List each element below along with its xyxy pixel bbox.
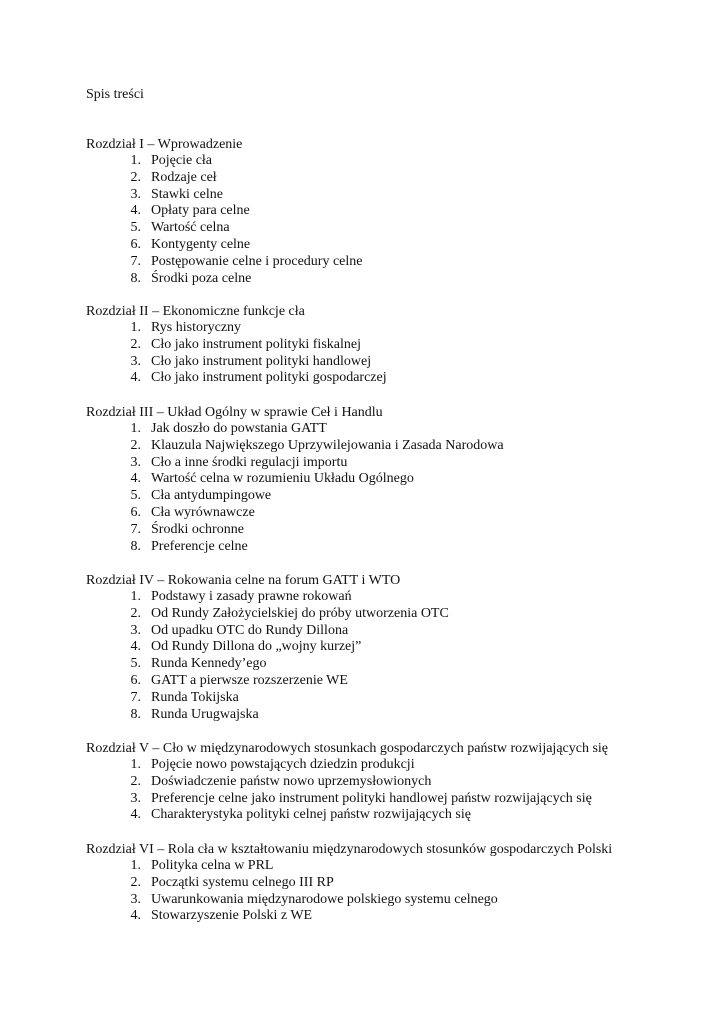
item-number: 2.	[130, 605, 141, 621]
list-item	[86, 187, 706, 204]
item-text: Klauzula Największego Uprzywilejowania i Zasada Narodowa	[151, 437, 504, 453]
chapter-item-list	[86, 757, 706, 824]
item-text: Pojęcie cła	[151, 153, 213, 168]
chapter-heading: Rozdział II – Ekonomiczne funkcje cła	[86, 304, 305, 319]
item-number: 6.	[130, 236, 141, 252]
item-text: Kontygenty celne	[151, 236, 251, 252]
list-item	[86, 757, 706, 774]
list-item	[86, 320, 706, 337]
item-text: Cła wyrównawcze	[151, 504, 255, 520]
item-number: 3.	[130, 454, 141, 470]
list-item	[86, 170, 706, 187]
page-title: Spis treści	[86, 87, 144, 102]
chapter-section	[86, 841, 706, 925]
item-number: 1.	[130, 589, 141, 604]
list-item	[86, 220, 706, 237]
list-item	[86, 271, 706, 288]
list-item	[86, 656, 706, 673]
list-item	[86, 237, 706, 254]
list-item	[86, 892, 706, 909]
item-text: GATT a pierwsze rozszerzenie WE	[151, 672, 348, 688]
list-item	[86, 438, 706, 455]
item-number: 4.	[130, 639, 141, 655]
item-text: Od Rundy Założycielskiej do próby utworzenia OTC	[151, 605, 449, 621]
item-number: 5.	[130, 488, 141, 504]
item-number: 3.	[130, 186, 141, 202]
item-number: 2.	[130, 874, 141, 890]
chapter-item-list	[86, 858, 706, 925]
list-item	[86, 421, 706, 438]
list-item	[86, 774, 706, 791]
item-text: Początki systemu celnego III RP	[151, 874, 334, 890]
list-item	[86, 455, 706, 472]
item-text: Preferencje celne	[151, 538, 248, 554]
item-text: Uwarunkowania międzynarodowe polskiego systemu celnego	[151, 891, 498, 907]
item-text: Opłaty para celne	[151, 203, 250, 219]
item-number: 2.	[130, 336, 141, 352]
item-text: Rys historyczny	[151, 320, 242, 335]
item-text: Cło jako instrument polityki handlowej	[151, 353, 372, 369]
list-item	[86, 589, 706, 606]
item-number: 3.	[130, 790, 141, 806]
item-number: 8.	[130, 538, 141, 554]
item-text: Polityka celna w PRL	[151, 858, 274, 873]
item-number: 8.	[130, 706, 141, 722]
chapter-heading: Rozdział III – Układ Ogólny w sprawie Ceł i Handlu	[86, 405, 383, 420]
list-item	[86, 639, 706, 656]
item-text: Pojęcie nowo powstających dziedzin produkcji	[151, 757, 415, 772]
chapter-section	[86, 136, 706, 287]
list-item	[86, 153, 706, 170]
list-item	[86, 203, 706, 220]
item-number: 5.	[130, 220, 141, 236]
item-text: Stawki celne	[151, 186, 223, 202]
list-item	[86, 488, 706, 505]
list-item	[86, 807, 706, 824]
item-text: Wartość celna w rozumieniu Układu Ogólnego	[151, 471, 414, 487]
item-text: Stowarzyszenie Polski z WE	[151, 908, 313, 924]
item-number: 2.	[130, 773, 141, 789]
item-number: 1.	[130, 320, 141, 335]
chapter-section	[86, 303, 706, 387]
item-text: Od Rundy Dillona do „wojny kurzej”	[151, 639, 362, 655]
list-item	[86, 539, 706, 556]
item-number: 7.	[130, 689, 141, 705]
chapter-heading: Rozdział I – Wprowadzenie	[86, 137, 243, 152]
item-text: Rodzaje ceł	[151, 169, 217, 185]
chapter-section	[86, 404, 706, 555]
list-item	[86, 471, 706, 488]
list-item	[86, 337, 706, 354]
item-number: 6.	[130, 672, 141, 688]
item-text: Postępowanie celne i procedury celne	[151, 253, 363, 269]
item-text: Cła antydumpingowe	[151, 488, 272, 504]
list-item	[86, 623, 706, 640]
item-text: Jak doszło do powstania GATT	[151, 421, 327, 436]
list-item	[86, 858, 706, 875]
chapter-item-list	[86, 589, 706, 723]
item-number: 4.	[130, 471, 141, 487]
item-number: 5.	[130, 656, 141, 672]
list-item	[86, 606, 706, 623]
item-number: 3.	[130, 353, 141, 369]
item-text: Runda Kennedy’ego	[151, 656, 267, 672]
list-item	[86, 522, 706, 539]
item-number: 2.	[130, 437, 141, 453]
item-number: 1.	[130, 421, 141, 436]
list-item	[86, 370, 706, 387]
chapter-section	[86, 740, 706, 824]
list-item	[86, 690, 706, 707]
chapter-item-list	[86, 421, 706, 555]
list-item	[86, 707, 706, 724]
item-text: Cło jako instrument polityki gospodarczej	[151, 370, 387, 386]
item-text: Charakterystyka polityki celnej państw rozwijających się	[151, 807, 471, 823]
item-text: Runda Urugwajska	[151, 706, 259, 722]
item-text: Środki ochronne	[151, 521, 244, 537]
item-number: 1.	[130, 153, 141, 168]
item-number: 6.	[130, 504, 141, 520]
item-number: 7.	[130, 253, 141, 269]
list-item	[86, 505, 706, 522]
item-number: 4.	[130, 203, 141, 219]
item-text: Od upadku OTC do Rundy Dillona	[151, 622, 349, 638]
item-number: 7.	[130, 521, 141, 537]
item-text: Doświadczenie państw nowo uprzemysłowionych	[151, 773, 432, 789]
chapter-heading: Rozdział IV – Rokowania celne na forum GATT i WTO	[86, 573, 401, 588]
item-number: 8.	[130, 270, 141, 286]
chapter-heading: Rozdział VI – Rola cła w kształtowaniu międzynarodowych stosunków gospodarczych Polski	[86, 842, 613, 857]
item-text: Wartość celna	[151, 220, 230, 236]
item-number: 3.	[130, 622, 141, 638]
chapter-item-list	[86, 320, 706, 387]
item-number: 2.	[130, 169, 141, 185]
list-item	[86, 908, 706, 925]
item-number: 1.	[130, 858, 141, 873]
item-number: 1.	[130, 757, 141, 772]
list-item	[86, 254, 706, 271]
chapter-item-list	[86, 153, 706, 287]
list-item	[86, 673, 706, 690]
item-text: Preferencje celne jako instrument polityki handlowej państw rozwijających się	[151, 790, 592, 806]
list-item	[86, 791, 706, 808]
list-item	[86, 354, 706, 371]
item-text: Cło jako instrument polityki fiskalnej	[151, 336, 361, 352]
chapter-section	[86, 572, 706, 723]
list-item	[86, 875, 706, 892]
item-number: 3.	[130, 891, 141, 907]
item-text: Środki poza celne	[151, 270, 252, 286]
item-number: 4.	[130, 908, 141, 924]
item-text: Cło a inne środki regulacji importu	[151, 454, 348, 470]
item-number: 4.	[130, 807, 141, 823]
item-number: 4.	[130, 370, 141, 386]
item-text: Runda Tokijska	[151, 689, 239, 705]
item-text: Podstawy i zasady prawne rokowań	[151, 589, 352, 604]
chapter-heading: Rozdział V – Cło w międzynarodowych stosunkach gospodarczych państw rozwijających się	[86, 741, 609, 756]
